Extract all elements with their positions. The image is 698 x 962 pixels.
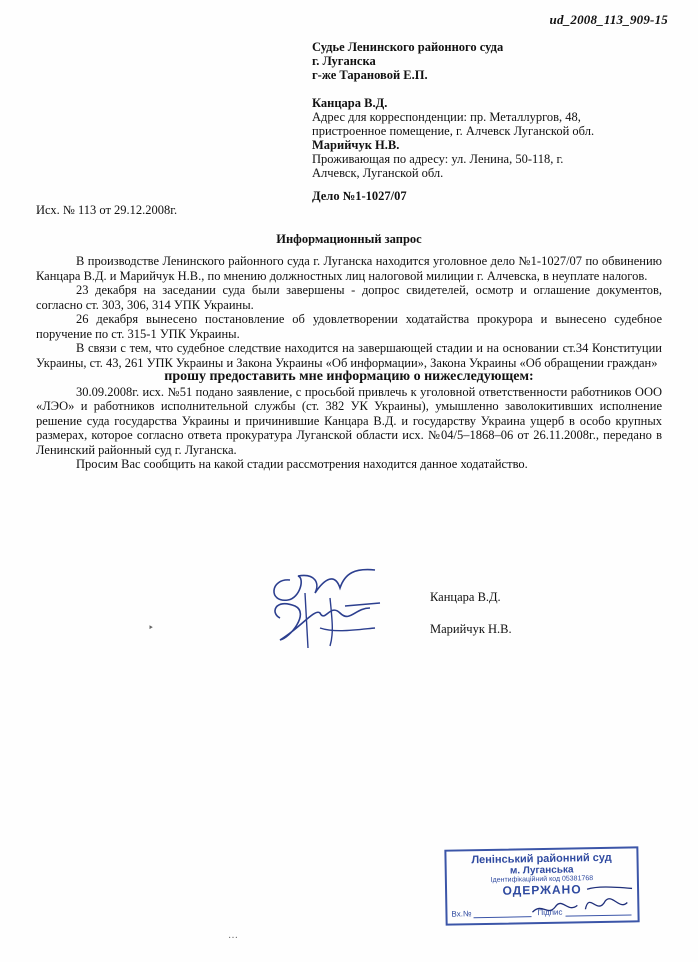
court-receipt-stamp <box>444 846 639 925</box>
stamp-incoming-line <box>474 916 532 918</box>
document-id: ud_2008_113_909-15 <box>549 12 668 27</box>
sender2-block <box>312 138 563 180</box>
paragraph-5: 30.09.2008г. исх. №51 подано заявление, с просьбой привлечь к уголовной ответственности работников ООО «ЛЭО» и работников исполнительной службы (ст. 382 УК Украины), умышленно заволокитивших исполнение решение суда государства Украины и причинившие Канцара В.Д. и государству Украина ущерб в особо крупных размерах, которое согласно ответа прокуратура Луганской области исх. №04/5–1868–06 от 26.11.2008г., передано в Ленинский районный суд г. Луганска. <box>36 384 662 457</box>
addressee-line3: г-же Тарановой Е.П. <box>312 68 428 82</box>
stamp-court-name: Ленінський районний суд <box>471 851 612 867</box>
addressee-block <box>312 40 503 82</box>
sender1-addr2: пристроенное помещение, г. Алчевск Луганской обл. <box>312 124 595 138</box>
document-body <box>36 254 662 472</box>
sender2-addr1: Проживающая по адресу: ул. Ленина, 50-118, г. <box>312 152 564 166</box>
sender1-block <box>312 96 594 138</box>
document-title: Информационный запрос <box>276 232 422 246</box>
paragraph-6: Просим Вас сообщить на какой стадии рассмотрения находится данное ходатайство. <box>76 457 528 471</box>
stamp-city: м. Луганська <box>509 864 574 877</box>
stamp-signature-label: Підпис <box>537 907 563 918</box>
paragraph-3: 26 декабря вынесено постановление об удовлетворении ходатайства прокурора и вынесено судебное поручение по ст. 315-1 УПК Украины. <box>36 312 662 341</box>
stamp-received: ОДЕРЖАНО <box>502 882 582 898</box>
scan-speck: … <box>228 930 238 941</box>
paragraph-2: 23 декабря на заседании суда были завершены - допрос свидетелей, осмотр и оглашение документов, согласно ст. 303, 306, 314 УПК Украины. <box>36 283 662 312</box>
sender1-name: Канцара В.Д. <box>312 96 388 110</box>
case-number: Дело №1-1027/07 <box>312 189 407 203</box>
stamp-incoming-label: Вх.№ <box>451 909 472 919</box>
paragraph-4: В связи с тем, что судебное следствие находится на завершающей стадии и на основании ст.34 Конституции Украины, ст. 43, 261 УПК Украины и Закона Украины «Об информации», Закона Украины «Об обращении граждан» <box>36 341 662 370</box>
sender1-addr1: Адрес для корреспонденции: пр. Металлургов, 48, <box>312 110 581 124</box>
scan-speck: ‣ <box>148 623 154 634</box>
sender2-name: Марийчук Н.В. <box>312 138 400 152</box>
outgoing-number: Исх. № 113 от 29.12.2008г. <box>36 203 178 217</box>
addressee-line2: г. Луганска <box>312 54 376 68</box>
stamp-id-code: Ідентифікаційний код 05381768 <box>490 875 594 884</box>
paragraph-1: В производстве Ленинского районного суда г. Луганска находится уголовное дело №1-1027/07 по обвинению Канцара В.Д. и Марийчук Н.В., по мнению должностных лиц налоговой милиции г. Алчевска, в неуплате налогов. <box>36 254 662 283</box>
handwritten-signature <box>260 558 390 653</box>
addressee-line1: Судье Ленинского районного суда <box>312 40 504 54</box>
signatory-2: Марийчук Н.В. <box>430 622 512 636</box>
stamp-handwriting <box>527 880 640 922</box>
sender2-addr2: Алчевск, Луганской обл. <box>312 166 444 180</box>
signatory-1: Канцара В.Д. <box>430 590 501 604</box>
request-line: прошу предоставить мне информацию о нижеследующем: <box>164 369 534 384</box>
